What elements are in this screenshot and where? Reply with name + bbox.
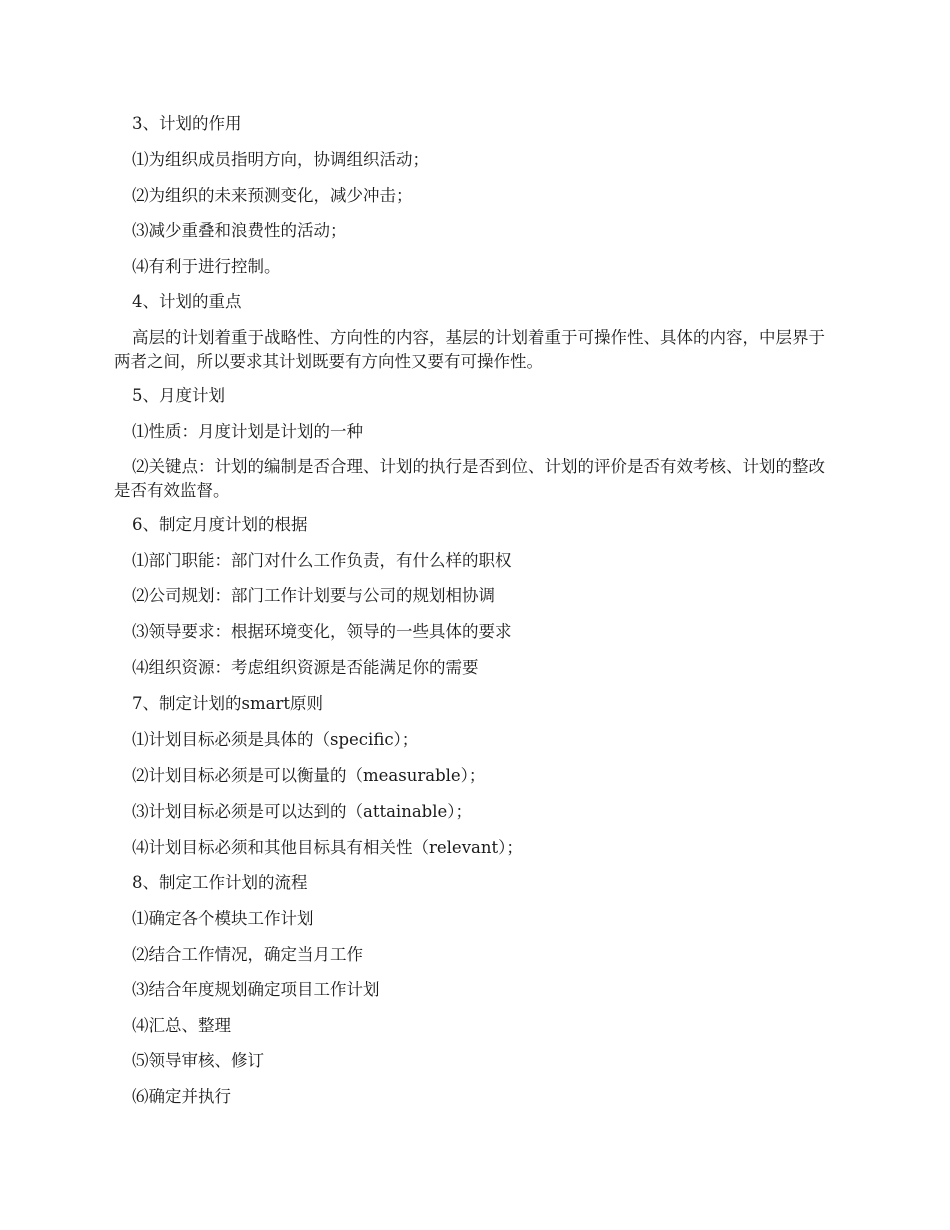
paragraph: 高层的计划着重于战略性、方向性的内容，基层的计划着重于可操作性、具体的内容，中层界于两者之间，所以要求其计划既要有方向性又要有可操作性。	[114, 328, 825, 371]
heading-4: 4、计划的重点	[132, 292, 242, 311]
list-item: ⑴为组织成员指明方向，协调组织活动；	[132, 150, 429, 169]
heading-3: 3、计划的作用	[132, 114, 242, 133]
list-item: ⑴确定各个模块工作计划	[132, 909, 314, 928]
list-item: ⑴计划目标必须是具体的（specific）；	[132, 730, 419, 749]
list-item: ⑴性质：月度计划是计划的一种	[132, 422, 363, 441]
list-item: ⑷计划目标必须和其他目标具有相关性（relevant）；	[132, 838, 523, 857]
list-item: ⑵计划目标必须是可以衡量的（measurable）；	[132, 766, 486, 785]
list-item: ⑵为组织的未来预测变化，减少冲击；	[132, 186, 413, 205]
list-item: ⑶领导要求：根据环境变化，领导的一些具体的要求	[132, 622, 512, 641]
list-item: ⑸领导审核、修订	[132, 1051, 264, 1070]
heading-5: 5、月度计划	[132, 386, 225, 405]
list-item: ⑷组织资源：考虑组织资源是否能满足你的需要	[132, 658, 479, 677]
list-item: ⑵结合工作情况，确定当月工作	[132, 945, 363, 964]
list-item: ⑶计划目标必须是可以达到的（attainable）；	[132, 802, 473, 821]
list-item: ⑵公司规划：部门工作计划要与公司的规划相协调	[132, 586, 495, 605]
list-item: ⑶减少重叠和浪费性的活动；	[132, 221, 347, 240]
heading-6: 6、制定月度计划的根据	[132, 515, 308, 534]
list-item: ⑶结合年度规划确定项目工作计划	[132, 980, 380, 999]
heading-8: 8、制定工作计划的流程	[132, 873, 308, 892]
list-item: ⑵关键点：计划的编制是否合理、计划的执行是否到位、计划的评价是否有效考核、计划的整改是否有效监督。	[114, 457, 825, 500]
list-item: ⑷有利于进行控制。	[132, 257, 281, 276]
list-item: ⑹确定并执行	[132, 1087, 231, 1106]
list-item: ⑴部门职能：部门对什么工作负责，有什么样的职权	[132, 551, 512, 570]
heading-7: 7、制定计划的smart原则	[132, 694, 323, 713]
list-item: ⑷汇总、整理	[132, 1016, 231, 1035]
